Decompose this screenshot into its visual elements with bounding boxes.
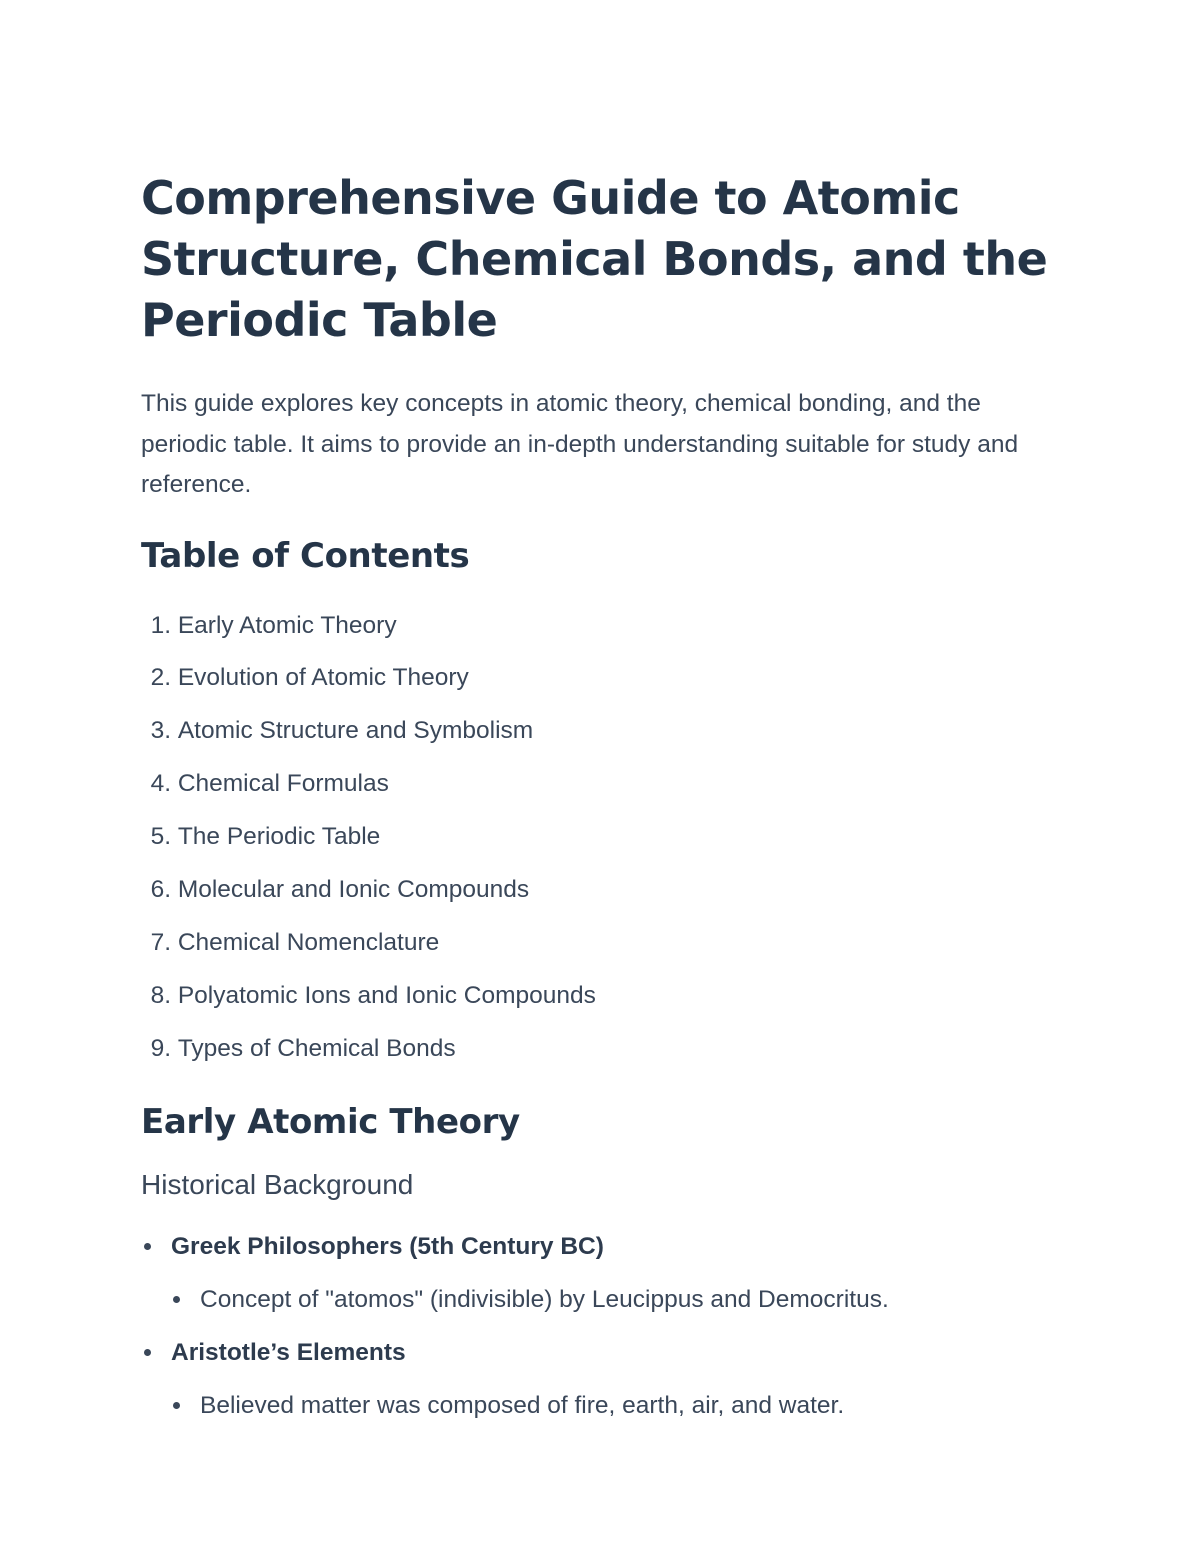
toc-item-number: 8.	[150, 981, 171, 1009]
bullet-dot-icon	[173, 1296, 180, 1303]
bullet-item-title: Greek Philosophers (5th Century BC)	[171, 1232, 604, 1260]
bullet-dot-icon	[173, 1402, 180, 1409]
toc-item-label: Types of Chemical Bonds	[177, 1034, 456, 1062]
toc-item-number: 4.	[150, 770, 171, 798]
toc-item-types-of-chemical-bonds[interactable]	[141, 1023, 1071, 1076]
toc-item-early-atomic-theory[interactable]	[141, 600, 1071, 653]
intro-paragraph: This guide explores key concepts in atomic theory, chemical bonding, and the periodic table. It aims to provide an in-depth understanding suitable for study and reference.	[141, 390, 1019, 498]
bullet-dot-icon	[144, 1349, 151, 1356]
toc-item-label: Polyatomic Ions and Ionic Compounds	[177, 981, 596, 1009]
toc-item-number: 5.	[150, 823, 171, 851]
toc-item-number: 2.	[150, 664, 171, 692]
toc-item-label: Molecular and Ionic Compounds	[177, 876, 530, 904]
sub-bullet-item	[141, 1379, 1071, 1432]
toc-item-label: Atomic Structure and Symbolism	[177, 717, 534, 745]
toc-item-chemical-formulas[interactable]	[141, 758, 1071, 811]
toc-item-atomic-structure[interactable]	[141, 705, 1071, 758]
toc-item-number: 9.	[150, 1034, 171, 1062]
toc-item-label: Chemical Formulas	[177, 770, 389, 798]
toc-item-label: Early Atomic Theory	[177, 611, 397, 639]
subsection-heading-historical-background: Historical Background	[141, 1168, 414, 1200]
sub-bullet-item	[141, 1273, 1071, 1326]
toc-item-periodic-table[interactable]	[141, 811, 1071, 864]
bullet-item-title: Aristotle’s Elements	[171, 1338, 406, 1366]
toc-item-molecular-ionic-compounds[interactable]	[141, 864, 1071, 917]
document-title: Comprehensive Guide to Atomic Structure, Chemical Bonds, and the Periodic Table	[141, 171, 1048, 347]
toc-heading: Table of Contents	[141, 535, 470, 576]
section-heading-early-atomic-theory: Early Atomic Theory	[141, 1101, 520, 1142]
toc-item-number: 3.	[150, 717, 171, 745]
toc-item-number: 7.	[150, 928, 171, 956]
toc-list	[141, 600, 1071, 1076]
bullet-dot-icon	[144, 1243, 151, 1250]
toc-item-label: Chemical Nomenclature	[177, 928, 440, 956]
toc-item-evolution-of-atomic-theory[interactable]	[141, 652, 1071, 705]
bullet-item	[141, 1326, 1071, 1379]
toc-item-label: The Periodic Table	[177, 823, 381, 851]
sub-bullet-text: Believed matter was composed of fire, earth, air, and water.	[200, 1391, 845, 1419]
sub-bullet-text: Concept of "atomos" (indivisible) by Leucippus and Democritus.	[200, 1285, 889, 1313]
toc-item-number: 1.	[150, 611, 171, 639]
toc-item-chemical-nomenclature[interactable]	[141, 917, 1071, 970]
document-page	[141, 168, 1071, 1432]
toc-item-number: 6.	[150, 876, 171, 904]
toc-item-label: Evolution of Atomic Theory	[177, 664, 469, 692]
bullet-list	[141, 1220, 1071, 1432]
toc-item-polyatomic-ions[interactable]	[141, 970, 1071, 1023]
bullet-item	[141, 1220, 1071, 1273]
